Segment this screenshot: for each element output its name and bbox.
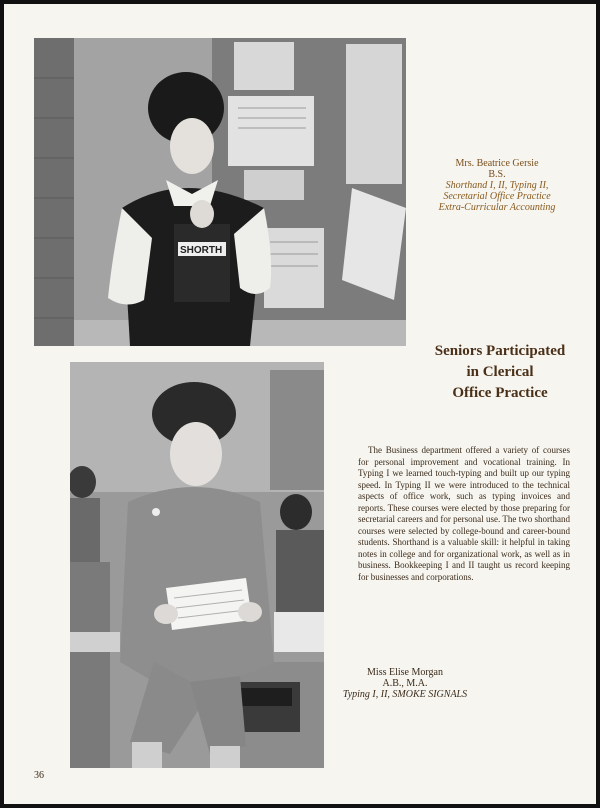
book-title-text: SHORTH <box>180 245 223 256</box>
caption-morgan-name: Miss Elise Morgan <box>367 667 443 678</box>
heading-line-1: Seniors Participated <box>434 343 566 359</box>
heading-line-3: Office Practice <box>452 385 548 401</box>
caption-gersie-subjects-1: Shorthand I, II, Typing II, <box>445 180 549 191</box>
caption-gersie-subjects-2: Secretarial Office Practice <box>443 191 551 202</box>
photo-elise-morgan <box>70 362 324 768</box>
caption-gersie-degree: B.S. <box>488 169 506 180</box>
caption-gersie <box>412 158 582 213</box>
caption-gersie-subjects-3: Extra-Curricular Accounting <box>438 202 556 213</box>
page-number: 36 <box>34 770 44 781</box>
caption-gersie-name: Mrs. Beatrice Gersie <box>455 158 539 169</box>
section-heading <box>414 341 586 404</box>
photo-morgan-graphic <box>70 362 324 768</box>
photo-beatrice-gersie <box>34 38 406 346</box>
caption-morgan-subjects: Typing I, II, SMOKE SIGNALS <box>342 689 468 700</box>
heading-line-2: in Clerical <box>466 364 534 380</box>
body-paragraph: The Business department offered a variety of courses for personal improvement and vocational training. In Typing I we learned touch-typing and built up our typing speed. In Typing II we were introduced to the technical aspects of office work, such as typing invoices and reports. These courses were elected by those preparing for secretarial careers and for personal use. The two shorthand courses were selected by college-bound and career-bound students. Shorthand is a valuable skill: it helpful in taking notes in college and for organizational work, as well as in business. Bookkeeping I and II taught us record keeping for businesses and corporations. <box>358 445 570 582</box>
caption-morgan <box>330 667 480 700</box>
photo-gersie-graphic <box>34 38 406 346</box>
caption-morgan-degree: A.B., M.A. <box>382 678 428 689</box>
